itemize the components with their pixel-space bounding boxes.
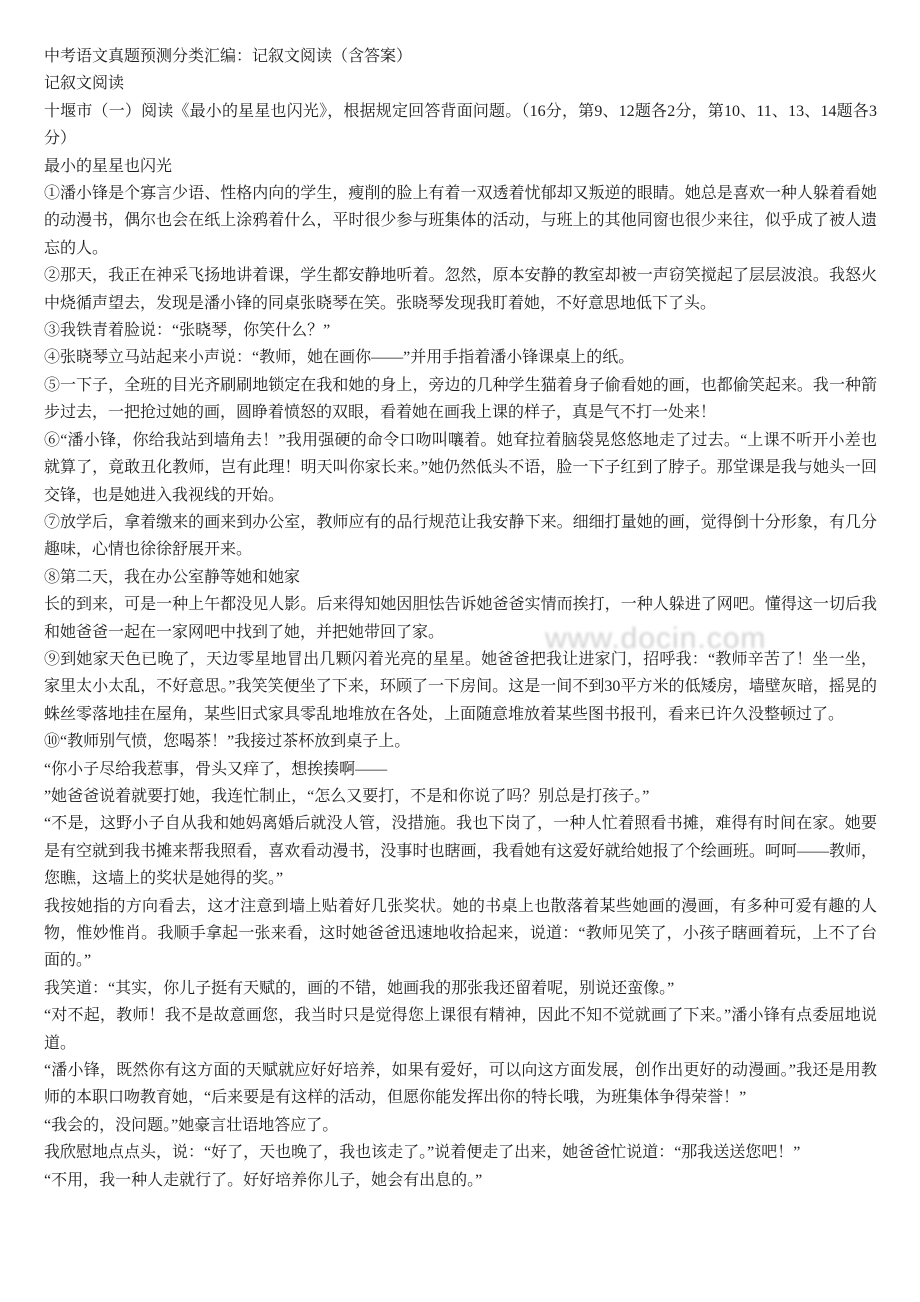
story-paragraph-13: “不是，这野小子自从我和她妈离婚后就没人管，没措施。我也下岗了，一种人忙着照看书摊，难得有时间在家。她要是有空就到我书摊来帮我照看，喜欢看动漫书，没事时也瞎画，我看她有这爱好就给她报了个绘画班。呵呵——教师，您瞧，这墙上的奖状是她得的奖。” [44, 815, 877, 888]
story-paragraph-18: “我会的，没问题。”她豪言壮语地答应了。 [44, 1116, 339, 1134]
story-title: 最小的星星也闪光 [44, 157, 173, 175]
story-paragraph-12: ”她爸爸说着就要打她，我连忙制止，“怎么又要打，不是和你说了吗？别总是打孩子。” [44, 787, 650, 805]
story-paragraph-8: ⑧第二天，我在办公室静等她和她家 [44, 568, 301, 586]
story-paragraph-19: 我欣慰地点点头，说：“好了，天也晚了，我也该走了。”说着便走了出来，她爸爸忙说道：“那我送送您吧！” [44, 1144, 801, 1162]
story-paragraph-1: ①潘小锋是个寡言少语、性格内向的学生，瘦削的脸上有着一双透着忧郁却又叛逆的眼睛。她总是喜欢一种人躲着看她的动漫书，偶尔也会在纸上涂鸦着什么，平时很少参与班集体的活动，与班上的其他同窗也很少来往，似乎成了被人遗忘的人。 [44, 185, 877, 257]
story-paragraph-5: ⑤一下子，全班的目光齐刷刷地锁定在我和她的身上，旁边的几种学生猫着身子偷看她的画，也都偷笑起来。我一种箭步过去，一把抢过她的画，圆睁着愤怒的双眼，看着她在画我上课的样子，真是气不打一处来！ [44, 376, 877, 422]
story-paragraph-8-continued: 长的到来，可是一种上午都没见人影。后来得知她因胆怯告诉她爸爸实情而挨打，一种人躲进了网吧。懂得这一切后我和她爸爸一起在一家网吧中找到了她，并把她带回了家。 [44, 596, 877, 641]
section-heading: 记叙文阅读 [44, 75, 125, 93]
story-paragraph-4: ④张晓琴立马站起来小声说：“教师，她在画你——”并用手指着潘小锋课桌上的纸。 [44, 349, 635, 367]
watermark: www.docin.com [545, 622, 767, 655]
exam-instructions: 十堰市（一）阅读《最小的星星也闪光》，根据规定回答背面问题。（16分，第9、12题各2分，第10、11、13、14题各3分） [44, 102, 877, 148]
story-paragraph-3: ③我铁青着脸说：“张晓琴，你笑什么？” [44, 322, 331, 340]
doc-title: 中考语文真题预测分类汇编：记叙文阅读（含答案） [44, 48, 413, 65]
story-paragraph-9: ⑨到她家天色已晚了，天边零星地冒出几颗闪着光亮的星星。她爸爸把我让进家门，招呼我：“教师辛苦了！坐一坐，家里太小太乱，不好意思。”我笑笑便坐了下来，环顾了一下房间。这是一间不到30平方米的低矮房，墙壁灰暗，摇晃的蛛丝零落地挂在屋角，某些旧式家具零乱地堆放在各处，上面随意堆放着某些图书报刊，看来已许久没整顿过了。 [44, 650, 877, 723]
story-paragraph-17: “潘小锋，既然你有这方面的天赋就应好好培养，如果有爱好，可以向这方面发展，创作出更好的动漫画。”我还是用教师的本职口吻教育她，“后来要是有这样的活动，但愿你能发挥出你的特长哦，为班集体争得荣誉！” [44, 1062, 877, 1107]
story-paragraph-10: ⑩“教师别气愤，您喝茶！”我接过茶杯放到桌子上。 [44, 733, 411, 751]
document-body [44, 43, 877, 1194]
story-paragraph-2: ②那天，我正在神采飞扬地讲着课，学生都安静地听着。忽然，原本安静的教室却被一声窃笑搅起了层层波浪。我怒火中烧循声望去，发现是潘小锋的同桌张晓琴在笑。张晓琴发现我盯着她，不好意思地低下了头。 [44, 267, 877, 312]
story-paragraph-14: 我按她指的方向看去，这才注意到墙上贴着好几张奖状。她的书桌上也散落着某些她画的漫画，有多种可爱有趣的人物，惟妙惟肖。我顺手拿起一张来看，这时她爸爸迅速地收拾起来，说道：“教师见笑了，小孩子瞎画着玩，上不了台面的。” [44, 897, 877, 970]
story-paragraph-15: 我笑道：“其实，你儿子挺有天赋的，画的不错，她画我的那张我还留着呢，别说还蛮像。” [44, 979, 675, 997]
story-paragraph-16: “对不起，教师！我不是故意画您，我当时只是觉得您上课很有精神，因此不知不觉就画了下来。”潘小锋有点委屈地说道。 [44, 1007, 877, 1052]
story-paragraph-11: “你小子尽给我惹事，骨头又痒了，想挨揍啊—— [44, 760, 388, 778]
story-paragraph-20: “不用，我一种人走就行了。好好培养你儿子，她会有出息的。” [44, 1171, 483, 1189]
story-paragraph-6: ⑥“潘小锋，你给我站到墙角去！”我用强硬的命令口吻叫嚷着。她耷拉着脑袋晃悠悠地走了过去。“上课不听开小差也就算了，竟敢丑化教师，岂有此理！明天叫你家长来。”她仍然低头不语，脸一下子红到了脖子。那堂课是我与她头一回交锋，也是她进入我视线的开始。 [44, 431, 877, 504]
story-paragraph-7: ⑦放学后，拿着缴来的画来到办公室，教师应有的品行规范让我安静下来。细细打量她的画，觉得倒十分形象，有几分趣味，心情也徐徐舒展开来。 [44, 513, 877, 559]
